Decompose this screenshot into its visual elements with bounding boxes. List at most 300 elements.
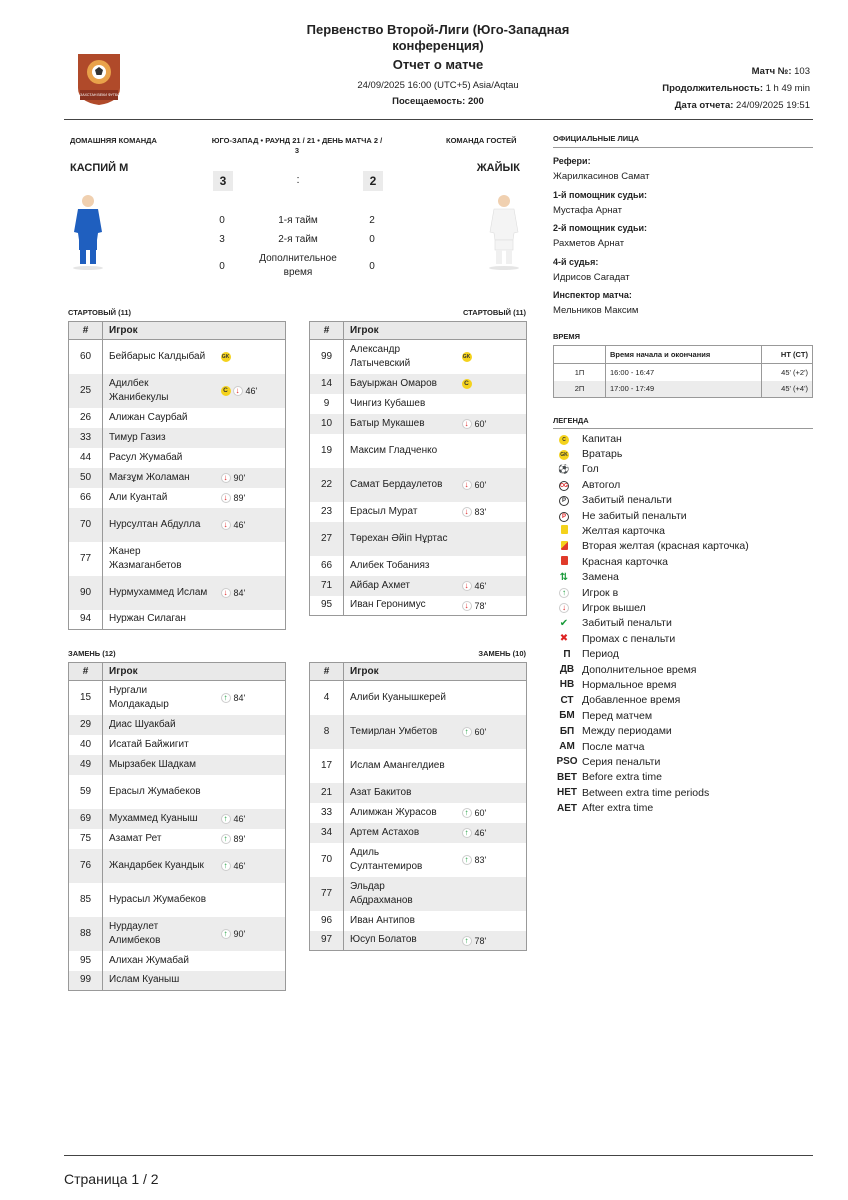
sub-minute: 46' bbox=[474, 580, 487, 591]
abbrev-code: HET bbox=[557, 787, 577, 799]
away-team-name: ЖАЙЫК bbox=[476, 162, 520, 174]
player-out-icon: ↓ bbox=[462, 480, 472, 490]
period-1-away: 2 bbox=[369, 215, 375, 226]
player-name: Темирлан Умбетов bbox=[344, 715, 456, 749]
abbrev-label: Between extra time periods bbox=[582, 786, 710, 799]
legend-abbrev bbox=[556, 677, 676, 692]
player-name: Бейбарыс Калдыбай bbox=[109, 350, 206, 362]
player-number: 34 bbox=[310, 823, 344, 843]
legend-abbrev bbox=[556, 801, 653, 816]
legend-item bbox=[556, 462, 599, 477]
player-events bbox=[456, 502, 527, 522]
sub-minute: 89' bbox=[233, 492, 246, 503]
player-name: Чингиз Кубашев bbox=[350, 397, 426, 409]
player-out-icon: ↓ bbox=[462, 507, 472, 517]
player-events bbox=[215, 809, 286, 829]
legend-glyph bbox=[556, 572, 572, 583]
legend-item bbox=[556, 431, 622, 446]
player-name: Жанер Жазмаганбетов bbox=[109, 545, 182, 571]
period-2-home: 3 bbox=[219, 234, 225, 245]
legend-item bbox=[556, 539, 749, 554]
player-in-icon: ↑ bbox=[221, 861, 231, 871]
table-row bbox=[310, 843, 527, 877]
score-separator: : bbox=[296, 174, 300, 186]
substitution-icon: ⇅ bbox=[559, 571, 569, 583]
table-row bbox=[310, 414, 527, 434]
player-number: 95 bbox=[69, 951, 103, 971]
away-kit-icon bbox=[486, 192, 522, 272]
player-number: 77 bbox=[310, 877, 344, 911]
table-row bbox=[69, 917, 286, 951]
player-out-icon: ↓ bbox=[462, 419, 472, 429]
legend-glyph bbox=[556, 541, 572, 552]
table-row bbox=[69, 775, 286, 809]
player-number: 22 bbox=[310, 468, 344, 502]
time-row: 2П 17:00 - 17:49 45' (+4') bbox=[554, 381, 813, 398]
time-col-period bbox=[554, 346, 606, 364]
abbrev-label: Дополнительное время bbox=[582, 663, 697, 676]
table-row bbox=[69, 755, 286, 775]
player-events bbox=[456, 749, 527, 783]
col-player: Игрок bbox=[103, 322, 286, 340]
legend-item bbox=[556, 585, 618, 600]
table-row bbox=[310, 468, 527, 502]
match-duration: Продолжительность: 1 h 49 min bbox=[662, 83, 810, 94]
abbrev-label: Между периодами bbox=[582, 725, 672, 738]
away-starting-table bbox=[309, 321, 527, 616]
player-events bbox=[215, 340, 286, 374]
away-caption: КОМАНДА ГОСТЕЙ bbox=[446, 136, 517, 145]
player-name: Артем Астахов bbox=[344, 823, 456, 843]
col-num: # bbox=[69, 322, 103, 340]
period-2-label: 2-я тайм bbox=[278, 234, 318, 245]
table-header bbox=[69, 663, 286, 681]
home-starting-table bbox=[68, 321, 286, 630]
player-in-icon: ↑ bbox=[462, 936, 472, 946]
extra-time-home: 0 bbox=[219, 261, 225, 272]
player-name: Нурмухаммед Ислам bbox=[103, 576, 215, 610]
player-events bbox=[215, 971, 286, 991]
table-row bbox=[310, 823, 527, 843]
player-name: Адилбек Жанибекулы bbox=[103, 374, 215, 408]
player-out-icon: ↓ bbox=[559, 603, 569, 613]
goal-icon: ⚽ bbox=[558, 463, 570, 474]
col-player: Игрок bbox=[344, 322, 527, 340]
table-row bbox=[69, 448, 286, 468]
legend-label: Вратарь bbox=[582, 447, 623, 460]
player-name: Жандарбек Куандык bbox=[103, 849, 215, 883]
player-events bbox=[215, 829, 286, 849]
red-card-icon bbox=[561, 556, 568, 565]
legend-divider bbox=[553, 428, 813, 429]
away-score: 2 bbox=[363, 171, 383, 191]
table-row bbox=[69, 883, 286, 917]
col-num: # bbox=[69, 663, 103, 681]
player-number: 44 bbox=[69, 448, 103, 468]
col-num: # bbox=[310, 322, 344, 340]
captain-icon: C bbox=[221, 386, 231, 396]
player-name: Мухаммед Куаныш bbox=[103, 809, 215, 829]
extra-time-away: 0 bbox=[369, 261, 375, 272]
table-row bbox=[310, 434, 527, 468]
time-row: 1П 16:00 - 16:47 45' (+2') bbox=[554, 364, 813, 381]
table-row bbox=[310, 556, 527, 576]
player-events bbox=[215, 508, 286, 542]
table-row bbox=[310, 340, 527, 374]
table-row bbox=[310, 911, 527, 931]
player-events bbox=[215, 374, 286, 408]
sub-minute: 46' bbox=[474, 827, 487, 838]
player-number: 99 bbox=[310, 340, 344, 374]
player-events bbox=[215, 775, 286, 809]
player-out-icon: ↓ bbox=[233, 386, 243, 396]
player-events bbox=[215, 542, 286, 576]
abbrev-code: AET bbox=[557, 802, 577, 814]
legend-glyph bbox=[556, 448, 572, 460]
player-number: 9 bbox=[310, 394, 344, 414]
legend-glyph bbox=[556, 587, 572, 598]
abbrev-label: Перед матчем bbox=[582, 709, 653, 722]
player-events bbox=[215, 610, 286, 630]
player-number: 33 bbox=[69, 428, 103, 448]
official-role: 4-й судья: bbox=[553, 256, 599, 267]
player-number: 8 bbox=[310, 715, 344, 749]
player-number: 29 bbox=[69, 715, 103, 735]
player-events bbox=[456, 374, 527, 394]
player-events bbox=[456, 556, 527, 576]
player-events bbox=[456, 468, 527, 502]
time-col-range: Время начала и окончания bbox=[606, 346, 762, 364]
player-in-icon: ↑ bbox=[462, 828, 472, 838]
officials-caption: ОФИЦИАЛЬНЫЕ ЛИЦА bbox=[553, 134, 640, 143]
away-subs-table bbox=[309, 662, 527, 951]
player-name: Бауыржан Омаров bbox=[344, 374, 456, 394]
round-info: ЮГО-ЗАПАД • РАУНД 21 / 21 • ДЕНЬ МАТЧА 2 / 3 bbox=[211, 136, 383, 155]
player-events bbox=[456, 823, 527, 843]
player-name: Ислам Куаныш bbox=[103, 971, 215, 991]
legend-abbrev bbox=[556, 693, 680, 708]
player-name: Ислам Амангелдиев bbox=[350, 759, 445, 771]
official-role: Инспектор матча: bbox=[553, 290, 632, 300]
report-title: Первенство Второй-Лиги (Юго-Западная конференция) bbox=[306, 22, 570, 53]
table-row bbox=[69, 735, 286, 755]
player-events bbox=[215, 681, 286, 715]
player-number: 17 bbox=[310, 749, 344, 783]
player-name: Айбар Ахмет bbox=[344, 576, 456, 596]
shootout-missed-icon: ✖ bbox=[559, 633, 569, 645]
player-name: Юсуп Болатов bbox=[344, 931, 456, 951]
match-datetime: 24/09/2025 16:00 (UTC+5) Asia/Aqtau bbox=[357, 80, 519, 91]
player-events bbox=[456, 414, 527, 434]
table-row bbox=[310, 877, 527, 911]
abbrev-label: Серия пенальти bbox=[582, 755, 661, 768]
abbrev-code: PSO bbox=[556, 756, 578, 768]
player-events bbox=[215, 468, 286, 488]
sub-minute: 83' bbox=[474, 854, 487, 865]
sub-minute: 84' bbox=[233, 693, 246, 704]
official-name: Идрисов Сагадат bbox=[553, 271, 630, 283]
abbrev-code: БП bbox=[559, 725, 575, 737]
sub-minute: 46' bbox=[233, 519, 246, 530]
player-events bbox=[215, 576, 286, 610]
player-number: 23 bbox=[310, 502, 344, 522]
player-name: Алибек Тобанияз bbox=[350, 559, 430, 571]
abbrev-code: АМ bbox=[559, 741, 575, 752]
sub-minute: 84' bbox=[233, 587, 246, 598]
sub-minute: 46' bbox=[233, 813, 246, 824]
legend-glyph bbox=[556, 433, 572, 445]
shootout-scored-icon: ✔ bbox=[559, 617, 569, 629]
player-in-icon: ↑ bbox=[559, 588, 569, 598]
player-events bbox=[456, 877, 527, 911]
player-name: Мағзұм Жоламан bbox=[103, 468, 215, 488]
period-1-home: 0 bbox=[219, 215, 225, 226]
legend-label: Игрок вышел bbox=[582, 601, 646, 614]
legend-item bbox=[556, 477, 620, 492]
player-events bbox=[215, 917, 286, 951]
player-events bbox=[215, 715, 286, 735]
legend-glyph bbox=[556, 633, 572, 644]
sub-minute: 78' bbox=[474, 935, 487, 946]
svg-text:КАЗАХСТАН ВЕКИ ФУТБОЛ: КАЗАХСТАН ВЕКИ ФУТБОЛ bbox=[75, 93, 123, 97]
player-number: 59 bbox=[69, 775, 103, 809]
table-row bbox=[310, 374, 527, 394]
time-col-ht: HT (CT) bbox=[761, 346, 812, 364]
player-number: 19 bbox=[310, 434, 344, 468]
player-number: 50 bbox=[69, 468, 103, 488]
table-row bbox=[310, 803, 527, 823]
sub-minute: 46' bbox=[233, 860, 246, 871]
sub-minute: 60' bbox=[474, 726, 487, 737]
player-number: 77 bbox=[69, 542, 103, 576]
player-events bbox=[215, 849, 286, 883]
table-header bbox=[310, 663, 527, 681]
legend-label: Забитый пенальти bbox=[582, 494, 672, 507]
sub-minute: 46' bbox=[245, 385, 258, 396]
table-row bbox=[310, 522, 527, 556]
table-row bbox=[69, 542, 286, 576]
legend-glyph bbox=[556, 556, 572, 567]
sub-minute: 89' bbox=[233, 833, 246, 844]
player-name: Азамат Рет bbox=[109, 832, 162, 844]
goalkeeper-icon: GK bbox=[221, 354, 230, 361]
penalty-missed-icon: P bbox=[559, 512, 569, 522]
period-1-label: 1-я тайм bbox=[278, 215, 318, 226]
home-start-caption: СТАРТОВЫЙ (11) bbox=[68, 308, 132, 317]
captain-icon: C bbox=[559, 435, 569, 445]
player-name: Адиль Султантемиров bbox=[350, 846, 423, 872]
official-role: 1-й помощник судьи: bbox=[553, 189, 648, 200]
legend-label: Красная карточка bbox=[582, 555, 668, 568]
table-row bbox=[69, 829, 286, 849]
player-number: 70 bbox=[69, 508, 103, 542]
table-row bbox=[69, 488, 286, 508]
player-name: Исатай Байжигит bbox=[109, 738, 189, 750]
sub-minute: 83' bbox=[474, 506, 487, 517]
player-number: 97 bbox=[310, 931, 344, 951]
player-number: 85 bbox=[69, 883, 103, 917]
player-name: Расул Жумабай bbox=[109, 451, 183, 463]
col-num: # bbox=[310, 663, 344, 681]
player-out-icon: ↓ bbox=[462, 581, 472, 591]
player-number: 66 bbox=[310, 556, 344, 576]
player-name: Нуржан Силаган bbox=[109, 613, 186, 625]
player-in-icon: ↑ bbox=[462, 855, 472, 865]
player-name: Алихан Жумабай bbox=[109, 954, 189, 966]
player-events bbox=[456, 931, 527, 951]
abbrev-code: БМ bbox=[559, 710, 575, 722]
player-in-icon: ↑ bbox=[221, 929, 231, 939]
official-name: Мельников Максим bbox=[553, 305, 639, 316]
player-number: 26 bbox=[69, 408, 103, 428]
player-number: 69 bbox=[69, 809, 103, 829]
player-name: Максим Гладченко bbox=[350, 444, 438, 456]
player-name: Нургали Молдакадыр bbox=[109, 684, 169, 710]
abbrev-label: Добавленное время bbox=[582, 694, 681, 707]
player-number: 96 bbox=[310, 911, 344, 931]
player-events bbox=[456, 394, 527, 414]
extra-time-label: Дополнительное время bbox=[259, 253, 337, 278]
home-kit-icon bbox=[70, 192, 106, 272]
player-number: 15 bbox=[69, 681, 103, 715]
table-row bbox=[310, 749, 527, 783]
table-row bbox=[310, 931, 527, 951]
attendance: Посещаемость: 200 bbox=[392, 96, 484, 107]
player-number: 21 bbox=[310, 783, 344, 803]
abbrev-label: Нормальное время bbox=[582, 678, 677, 691]
player-number: 75 bbox=[69, 829, 103, 849]
player-number: 76 bbox=[69, 849, 103, 883]
legend-item bbox=[556, 631, 675, 646]
report-date: Дата отчета: 24/09/2025 19:51 bbox=[674, 100, 810, 111]
player-name: Мырзабек Шадкам bbox=[103, 755, 215, 775]
legend-abbrev bbox=[556, 785, 709, 800]
abbrev-code: СТ bbox=[560, 694, 574, 706]
captain-icon: C bbox=[462, 379, 472, 389]
time-caption: ВРЕМЯ bbox=[553, 332, 581, 341]
sub-minute: 78' bbox=[474, 600, 487, 611]
player-name: Нурдаулет Алимбеков bbox=[103, 917, 215, 951]
legend-label: Капитан bbox=[582, 432, 622, 445]
second-yellow-icon bbox=[561, 541, 568, 550]
legend-glyph bbox=[556, 494, 572, 506]
player-name: Нурсултан Абдулла bbox=[103, 508, 215, 542]
legend-label: Не забитый пенальти bbox=[582, 509, 687, 522]
table-row bbox=[69, 428, 286, 448]
table-row bbox=[69, 610, 286, 630]
player-in-icon: ↑ bbox=[221, 693, 231, 703]
legend-glyph bbox=[556, 618, 572, 629]
player-events bbox=[456, 843, 527, 877]
player-out-icon: ↓ bbox=[221, 520, 231, 530]
table-row bbox=[69, 681, 286, 715]
player-events bbox=[215, 951, 286, 971]
player-name: Батыр Мукашев bbox=[344, 414, 456, 434]
legend-item bbox=[556, 493, 672, 508]
table-row bbox=[69, 951, 286, 971]
table-row bbox=[69, 468, 286, 488]
player-name: Иван Антипов bbox=[350, 914, 415, 926]
player-name: Али Куантай bbox=[109, 491, 168, 503]
player-number: 60 bbox=[69, 340, 103, 374]
sub-minute: 90' bbox=[233, 472, 246, 483]
player-events bbox=[456, 783, 527, 803]
official-name: Рахметов Арнат bbox=[553, 238, 625, 249]
period-2-away: 0 bbox=[369, 234, 375, 245]
player-number: 49 bbox=[69, 755, 103, 775]
player-number: 14 bbox=[310, 374, 344, 394]
legend-abbrev bbox=[556, 647, 619, 662]
player-number: 25 bbox=[69, 374, 103, 408]
player-events bbox=[456, 434, 527, 468]
abbrev-code: BET bbox=[557, 771, 577, 783]
player-events bbox=[215, 488, 286, 508]
table-row bbox=[69, 971, 286, 991]
table-row bbox=[310, 576, 527, 596]
own-goal-icon: OG bbox=[560, 482, 568, 489]
league-logo bbox=[74, 50, 124, 106]
match-number: Матч №: 103 bbox=[751, 66, 810, 77]
player-number: 94 bbox=[69, 610, 103, 630]
legend-caption: ЛЕГЕНДА bbox=[553, 416, 589, 425]
player-name: Алиби Куанышкерей bbox=[350, 691, 446, 703]
header-divider bbox=[64, 119, 813, 120]
legend-item bbox=[556, 570, 619, 585]
player-name: Иван Геронимус bbox=[350, 599, 426, 611]
page-number: Страница 1 / 2 bbox=[64, 1171, 159, 1187]
player-number: 88 bbox=[69, 917, 103, 951]
table-row bbox=[310, 394, 527, 414]
legend-item bbox=[556, 446, 622, 461]
legend-label: Вторая желтая (красная карточка) bbox=[582, 540, 749, 553]
player-events bbox=[456, 911, 527, 931]
officials-divider bbox=[553, 147, 813, 148]
abbrev-code: ДВ bbox=[559, 664, 575, 675]
table-row bbox=[69, 508, 286, 542]
legend-item bbox=[556, 508, 687, 523]
official-role: Рефери: bbox=[553, 156, 591, 166]
sub-minute: 90' bbox=[233, 928, 246, 939]
table-row bbox=[69, 340, 286, 374]
player-number: 71 bbox=[310, 576, 344, 596]
player-number: 4 bbox=[310, 681, 344, 715]
col-player: Игрок bbox=[344, 663, 527, 681]
goalkeeper-icon: GK bbox=[560, 451, 568, 458]
player-name: Самат Бердаулетов bbox=[344, 468, 456, 502]
home-subs-table bbox=[68, 662, 286, 991]
table-row bbox=[69, 849, 286, 883]
abbrev-label: After extra time bbox=[582, 802, 654, 815]
abbrev-label: Before extra time bbox=[582, 771, 662, 784]
table-row bbox=[69, 809, 286, 829]
away-start-caption: СТАРТОВЫЙ (11) bbox=[462, 308, 526, 317]
player-in-icon: ↑ bbox=[462, 727, 472, 737]
away-sub-caption: ЗАМЕНЬ (10) bbox=[478, 649, 526, 658]
player-name: Александр Латычевский bbox=[350, 343, 411, 369]
abbrev-code: П bbox=[563, 648, 571, 660]
player-number: 27 bbox=[310, 522, 344, 556]
legend-glyph bbox=[556, 602, 572, 613]
player-events bbox=[456, 576, 527, 596]
legend-item bbox=[556, 616, 672, 631]
table-row bbox=[310, 681, 527, 715]
penalty-scored-icon: P bbox=[559, 496, 569, 506]
player-events bbox=[456, 596, 527, 616]
abbrev-label: После матча bbox=[582, 740, 645, 753]
table-row bbox=[69, 715, 286, 735]
player-number: 95 bbox=[310, 596, 344, 616]
player-name: Ерасыл Жумабеков bbox=[109, 785, 201, 797]
